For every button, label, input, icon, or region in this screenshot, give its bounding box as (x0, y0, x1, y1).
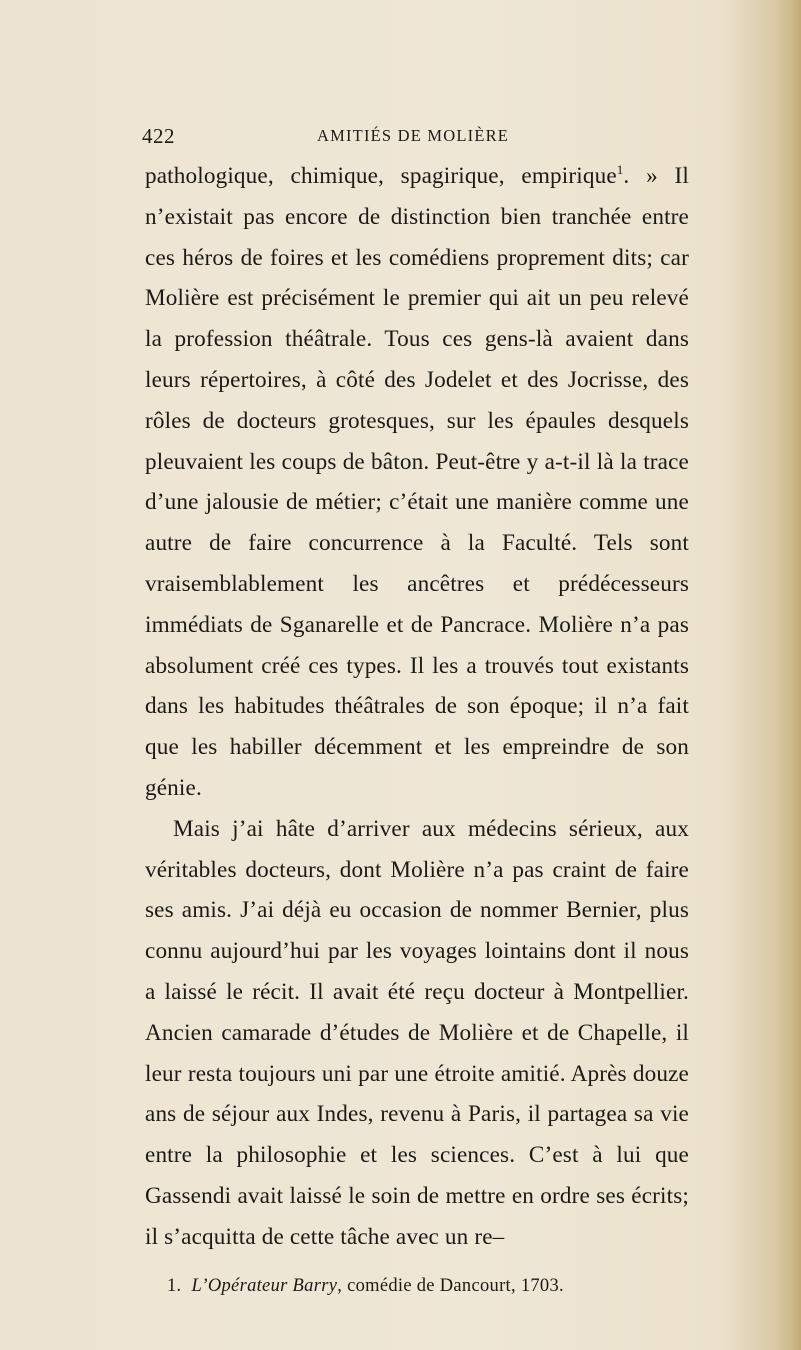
paragraph-text-continued: . » Il n’existait pas encore de distinction bien tranchée entre ces héros de foires et les comédiens proprement dits; car Molière est précisément le premier qui ait un peu relevé la profession théâtrale. Tous ces gens-là avaient dans leurs répertoires, à côté des Jodelet et des Jocrisse, des rôles de docteurs grotesques, sur les épaules desquels pleuvaient les coups de bâton. Peut-être y a-t-il là la trace d’une jalousie de métier; c’était une manière comme une autre de faire concurrence à la Faculté. Tels sont vraisemblablement les ancêtres et prédécesseurs immédiats de Sganarelle et de Pancrace. Molière n’a pas absolument créé ces types. Il les a trouvés tout existants dans les habitudes théâtrales de son époque; il n’a fait que les habiller décemment et les empreindre de son génie. (145, 163, 689, 801)
footnote (145, 1276, 689, 1297)
running-head (142, 124, 689, 156)
page-edge-shading (775, 0, 801, 1350)
footnote-number: 1. (167, 1275, 182, 1296)
paragraph-text: pathologique, chimique, spagirique, empirique (145, 163, 617, 189)
footnote-title: L’Opérateur Barry (191, 1275, 338, 1296)
book-page (142, 124, 689, 1297)
paragraph (145, 156, 689, 809)
page-number: 422 (142, 124, 175, 148)
running-title: AMITIÉS DE MOLIÈRE (317, 126, 510, 145)
footnote-text: , comédie de Dancourt, 1703. (337, 1275, 564, 1296)
body-text (145, 156, 689, 1258)
paragraph: Mais j’ai hâte d’arriver aux médecins sérieux, aux véritables docteurs, dont Molière n’a pas craint de faire ses amis. J’ai déjà eu occasion de nommer Bernier, plus connu aujourd’hui par les voyages lointains dont il nous a laissé le récit. Il avait été reçu docteur à Montpellier. Ancien camarade d’études de Molière et de Chapelle, il leur resta toujours uni par une étroite amitié. Après douze ans de séjour aux Indes, revenu à Paris, il partagea sa vie entre la philosophie et les sciences. C’est à lui que Gassendi avait laissé le soin de mettre en ordre ses écrits; il s’acquitta de cette tâche avec un re– (145, 815, 689, 1250)
footnote-marker: 1 (616, 162, 624, 177)
